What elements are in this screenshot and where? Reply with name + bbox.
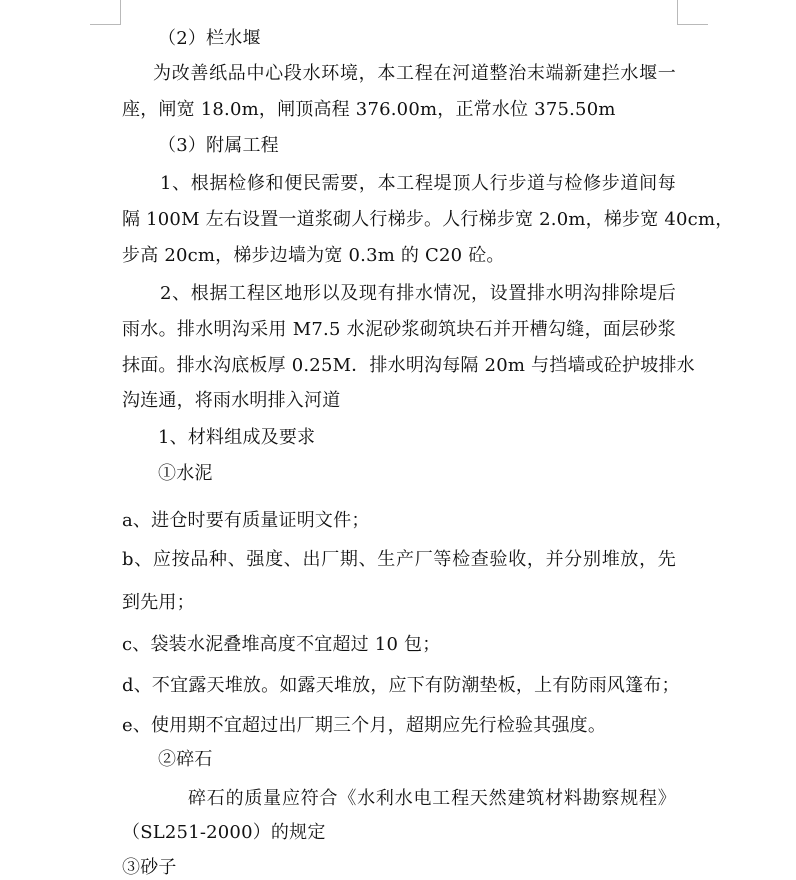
crop-mark-top-right <box>677 0 708 25</box>
gravel-heading: ②碎石 <box>158 749 213 770</box>
list-item: c、袋装水泥叠堆高度不宜超过 10 包； <box>122 634 441 655</box>
paragraph-line: 座，闸宽 18.0m，闸顶高程 376.00m，正常水位 375.50m <box>122 99 616 120</box>
paragraph-line: 1、根据检修和便民需要，本工程堤顶人行步道与检修步道间每 <box>160 173 676 194</box>
paragraph-line: 抹面。排水沟底板厚 0.25M．排水明沟每隔 20m 与挡墙或砼护坡排水 <box>122 355 695 376</box>
section-heading-barrier: （2）栏水堰 <box>158 28 261 49</box>
list-item: e、使用期不宜超过出厂期三个月，超期应先行检验其强度。 <box>122 715 607 736</box>
list-item: b、应按品种、强度、出厂期、生产厂等检查验收，并分别堆放，先 <box>122 549 676 570</box>
paragraph-line: 碎石的质量应符合《水利水电工程天然建筑材料勘察规程》 <box>188 788 676 809</box>
list-item-continuation: 到先用； <box>122 592 195 613</box>
paragraph-line: 为改善纸品中心段水环境，本工程在河道整治末端新建拦水堰一 <box>153 63 676 84</box>
paragraph-line: 步高 20cm，梯步边墙为宽 0.3m 的 C20 砼。 <box>122 245 505 266</box>
paragraph-line: 沟连通，将雨水明排入河道 <box>122 390 341 411</box>
crop-mark-top-left <box>90 0 121 25</box>
list-item: a、进仓时要有质量证明文件； <box>122 510 370 531</box>
materials-heading: 1、材料组成及要求 <box>158 427 316 448</box>
paragraph-line: （SL251-2000）的规定 <box>122 822 326 843</box>
paragraph-line: 雨水。排水明沟采用 M7.5 水泥砂浆砌筑块石并开槽勾缝，面层砂浆 <box>122 319 676 340</box>
list-item: d、不宜露天堆放。如露天堆放，应下有防潮垫板，上有防雨风篷布； <box>122 675 680 696</box>
paragraph-line: 2、根据工程区地形以及现有排水情况，设置排水明沟排除堤后 <box>160 283 676 304</box>
cement-heading: ①水泥 <box>158 463 213 484</box>
section-heading-auxiliary: （3）附属工程 <box>158 135 279 156</box>
paragraph-line: 隔 100M 左右设置一道浆砌人行梯步。人行梯步宽 2.0m，梯步宽 40cm， <box>122 209 734 230</box>
sand-heading: ③砂子 <box>122 857 177 878</box>
